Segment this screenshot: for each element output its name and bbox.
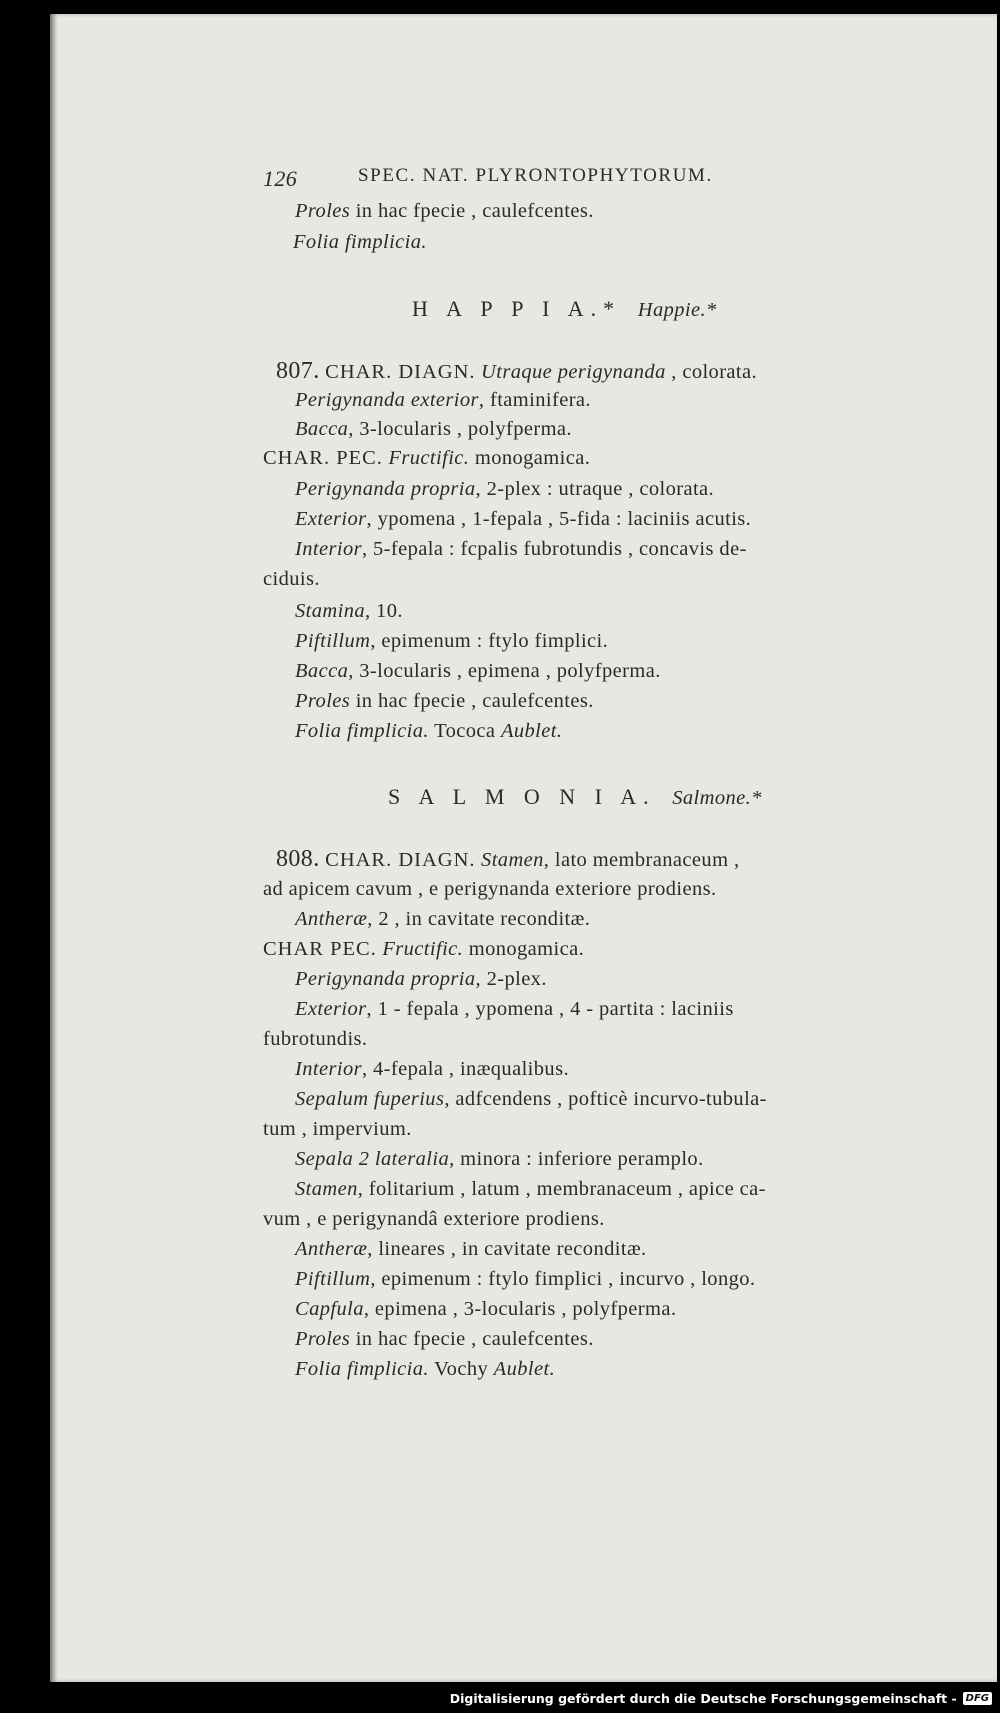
salmonia-line-5-cont: tum , impervium. [263, 1118, 412, 1140]
happia-line-2: Bacca, 3-locularis , polyfperma. [295, 418, 572, 440]
page-gutter-shadow [50, 14, 58, 1682]
happia-line-10: Folia fimplicia. Tococa Aublet. [295, 720, 563, 742]
salmonia-line-9: Piftillum, epimenum : ftylo fimplici , incurvo , longo. [295, 1268, 756, 1290]
salmonia-line-6: Sepala 2 lateralia, minora : inferiore peramplo. [295, 1148, 704, 1170]
salmonia-vernacular: Salmone.* [672, 787, 762, 809]
salmonia-line-4: Interior, 4-fepala , inæqualibus. [295, 1058, 569, 1080]
intro-proles-text: in hac fpecie , caulefcentes. [355, 200, 594, 222]
salmonia-char-pec-line: CHAR PEC. Fructific. monogamica. [263, 938, 585, 960]
happia-line-1: Perigynanda exterior, ftaminifera. [295, 389, 591, 411]
salmonia-genus: S A L M O N I A. [388, 784, 656, 809]
page-number: 126 [263, 166, 298, 191]
happia-line-3: Perigynanda propria, 2-plex : utraque , colorata. [295, 478, 715, 500]
salmonia-line-2: Perigynanda propria, 2-plex. [295, 968, 547, 990]
dfg-logo: DFG [963, 1692, 992, 1705]
happia-line-6: Stamina, 10. [295, 600, 403, 622]
salmonia-line-3-cont: fubrotundis. [263, 1028, 368, 1050]
happia-line-5: Interior, 5-fepala : fcpalis fubrotundis , concavis de- [295, 538, 747, 560]
intro-proles-line [295, 200, 594, 223]
running-title: SPEC. NAT. PLYRONTOPHYTORUM. [358, 165, 713, 186]
salmonia-number: 808. [276, 846, 320, 872]
footer-text: Digitalisierung gefördert durch die Deutsche Forschungsgemeinschaft - [449, 1690, 957, 1706]
happia-diagn-italic: Utraque perigynanda [481, 361, 666, 383]
happia-char-diagn: CHAR. DIAGN. [325, 361, 476, 383]
digitization-footer [0, 1683, 1000, 1713]
happia-number: 807. [276, 358, 320, 384]
salmonia-line-11: Proles in hac fpecie , caulefcentes. [295, 1328, 594, 1350]
happia-line-5-cont: ciduis. [263, 568, 320, 590]
happia-line-4: Exterior, ypomena , 1-fepala , 5-fida : laciniis acutis. [295, 508, 752, 530]
intro-folia-line: Folia fimplicia. [293, 231, 427, 253]
happia-heading [412, 296, 717, 322]
salmonia-line-1: Antheræ, 2 , in cavitate reconditæ. [295, 908, 591, 930]
happia-genus: H A P P I A.* [412, 296, 622, 321]
salmonia-diagn-cont: ad apicem cavum , e perigynanda exteriore prodiens. [263, 878, 717, 900]
salmonia-line-3: Exterior, 1 - fepala , ypomena , 4 - partita : laciniis [295, 998, 734, 1020]
happia-line-8: Bacca, 3-locularis , epimena , polyfperma. [295, 660, 661, 682]
salmonia-line-12: Folia fimplicia. Vochy Aublet. [295, 1358, 556, 1380]
happia-line-7: Piftillum, epimenum : ftylo fimplici. [295, 630, 609, 652]
salmonia-heading [388, 784, 762, 810]
salmonia-line-10: Capfula, epimena , 3-locularis , polyfperma. [295, 1298, 677, 1320]
happia-diagn-line [276, 358, 757, 385]
salmonia-line-8: Antheræ, lineares , in cavitate reconditæ. [295, 1238, 647, 1260]
salmonia-diagn-line: 808. CHAR. DIAGN. Stamen, lato membranaceum , [276, 846, 740, 872]
salmonia-line-7: Stamen, folitarium , latum , membranaceum , apice ca- [295, 1178, 766, 1200]
happia-vernacular: Happie.* [637, 299, 717, 321]
happia-line-9: Proles in hac fpecie , caulefcentes. [295, 690, 594, 712]
happia-char-pec-line: CHAR. PEC. Fructific. monogamica. [263, 447, 591, 469]
salmonia-line-5: Sepalum fuperius, adfcendens , pofticè incurvo-tubula- [295, 1088, 767, 1110]
salmonia-line-7-cont: vum , e perigynandâ exteriore prodiens. [263, 1208, 605, 1230]
intro-proles-label: Proles [295, 200, 351, 222]
happia-diagn-rest: , colorata. [671, 361, 758, 383]
